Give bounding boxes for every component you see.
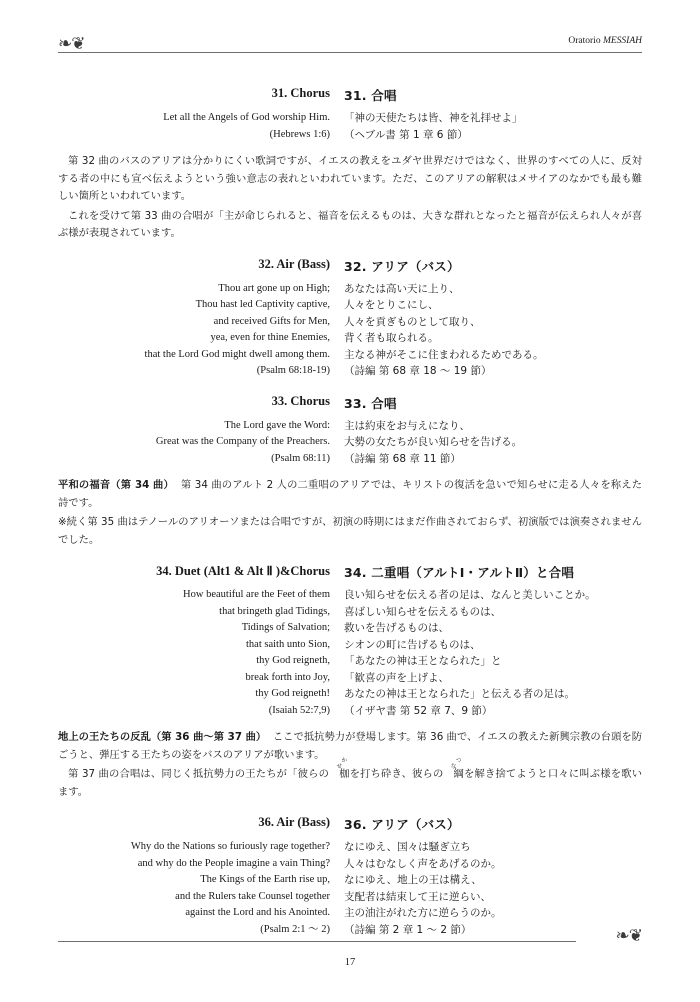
lyric-line: 大勢の女たちが良い知らせを告げる。 bbox=[344, 436, 523, 448]
lyric-line: Let all the Angels of God worship Him. bbox=[163, 112, 330, 123]
lyric-line: 主の油注がれた方に逆らうのか。 bbox=[344, 907, 502, 919]
lyric-line: 主は約束をお与えになり、 bbox=[344, 419, 470, 432]
section-title-ja-31: 31. 合唱 bbox=[344, 88, 397, 103]
lyric-line: thy God reigneth, bbox=[256, 655, 330, 666]
commentary-paragraph: 第 32 曲のバスのアリアは分かりにくい歌詞ですが、イエスの教えをユダヤ世界だけではなく、世界のすべての人に、反対する者の中にも宣べ伝えようという強い意志の表れといわれています。ただ、このアリアの解釈はメサイアのなかでも最も難しい箇所といわれています。 bbox=[58, 155, 642, 202]
section-title-en-36: 36. Air (Bass) bbox=[258, 815, 330, 829]
ruby-text: かせ bbox=[336, 758, 348, 770]
section-heading-32 bbox=[58, 257, 642, 275]
lyric-line: 喜ばしい知らせを伝えるものは、 bbox=[344, 605, 502, 618]
lyrics-34 bbox=[58, 587, 642, 719]
ornament-icon: ❧❦ bbox=[58, 34, 132, 56]
section-title-ja-34: 34. 二重唱（アルトⅠ・アルトⅡ）と合唱 bbox=[344, 565, 575, 580]
commentary-text: ここで抵抗勢力が登場します。第 36 曲で、イエスの教えた新興宗教の台頭を防ごうと、弾圧する王たちの姿をバスのアリアが歌います。 bbox=[58, 731, 643, 761]
lyric-line: シオンの町に告げるものは、 bbox=[344, 638, 481, 651]
ruby-base: 枷 bbox=[339, 768, 350, 780]
section-title-ja-32: 32. アリア（バス） bbox=[344, 258, 460, 274]
commentary-paragraph-ruby bbox=[58, 758, 643, 801]
section-title-en-33: 33. Chorus bbox=[271, 393, 330, 408]
lyric-line: 救いを告げるものは、 bbox=[344, 622, 449, 634]
lyric-line: なにゆえ、国々は騒ぎ立ち bbox=[344, 841, 471, 853]
lyric-line: あなたは高い天に上り、 bbox=[344, 282, 460, 295]
page-content bbox=[58, 72, 642, 942]
ornament-icon-footer: ❧❦ bbox=[576, 926, 642, 948]
lyrics-31 bbox=[58, 110, 642, 143]
lyric-line: that saith unto Sion, bbox=[246, 638, 330, 650]
lyric-line: Thou hast led Captivity captive, bbox=[195, 299, 330, 310]
running-title-plain: Oratorio bbox=[568, 36, 603, 46]
lyric-line: that bringeth glad Tidings, bbox=[219, 605, 330, 617]
commentary-paragraph bbox=[58, 729, 642, 764]
page-number: 17 bbox=[344, 957, 356, 968]
running-title-italic: MESSIAH bbox=[602, 36, 642, 46]
commentary-text: 第 34 曲のアルト 2 人の二重唱のアリアでは、キリストの復活を急いで知らせに走る人々を称えた詩です。 bbox=[58, 479, 643, 509]
lyric-line: （詩編 第 68 章 18 ～ 19 節） bbox=[344, 365, 492, 377]
lyric-line: break forth into Joy, bbox=[245, 671, 330, 683]
lyrics-en-36 bbox=[58, 839, 344, 938]
lyric-line: （ヘブル書 第 1 章 6 節） bbox=[344, 128, 468, 141]
lyrics-en-32 bbox=[58, 281, 344, 380]
commentary-block-3 bbox=[58, 729, 642, 801]
lyric-line: (Isaiah 52:7,9) bbox=[268, 704, 330, 716]
lyric-line: 人々を貢ぎものとして取り、 bbox=[344, 315, 481, 328]
lyric-line: 「神の天使たちは皆、神を礼拝せよ」 bbox=[344, 112, 523, 124]
lyrics-ja-31 bbox=[344, 110, 642, 143]
ruby-base: 綱 bbox=[453, 768, 464, 780]
lyric-line: （詩編 第 2 章 1 ～ 2 節） bbox=[344, 923, 472, 936]
lyric-line: 「歓喜の声を上げよ、 bbox=[344, 671, 449, 684]
commentary-text-c: を解き捨てようと口々に叫ぶ様を歌います。 bbox=[58, 768, 643, 798]
lyric-line: Great was the Company of the Preachers. bbox=[155, 436, 330, 447]
lyric-line: (Psalm 68:11) bbox=[271, 452, 330, 464]
commentary-heading-3: 地上の王たちの反乱（第 36 曲～第 37 曲） bbox=[58, 731, 267, 743]
lyric-line: and the Rulers take Counsel together bbox=[175, 890, 330, 902]
section-title-en-31: 31. Chorus bbox=[271, 86, 330, 100]
ruby-annotation-kase bbox=[329, 758, 350, 784]
lyric-line: The Kings of the Earth rise up, bbox=[200, 874, 330, 885]
lyric-line: and received Gifts for Men, bbox=[213, 315, 330, 327]
lyric-line: Why do the Nations so furiously rage together? bbox=[130, 841, 330, 852]
commentary-paragraph: ※続く第 35 曲はテノールのアリオーソまたは合唱ですが、初演の時期にはまだ作曲されておらず、初演版では演奏されませんでした。 bbox=[58, 516, 642, 546]
commentary-block-2 bbox=[58, 477, 642, 549]
commentary-text-a: 第 37 曲の合唱は、同じく抵抗勢力の王たちが「彼らの bbox=[68, 768, 330, 780]
lyric-line: The Lord gave the Word: bbox=[224, 419, 330, 431]
lyric-line: How beautiful are the Feet of them bbox=[183, 589, 330, 600]
commentary-heading-2: 平和の福音（第 34 曲） bbox=[58, 479, 174, 491]
lyrics-en-31 bbox=[58, 110, 344, 143]
lyric-line: against the Lord and his Anointed. bbox=[185, 907, 330, 918]
page-header bbox=[58, 34, 642, 60]
section-title-en-32: 32. Air (Bass) bbox=[258, 256, 330, 271]
lyrics-33 bbox=[58, 418, 642, 468]
lyric-line: （詩編 第 68 章 11 節） bbox=[344, 452, 461, 465]
lyric-line: 「あなたの神は王となられた」と bbox=[344, 655, 502, 667]
lyric-line: 人々はむなしく声をあげるのか。 bbox=[344, 857, 502, 870]
lyric-line: 支配者は結束して王に逆らい、 bbox=[344, 890, 491, 903]
section-heading-34 bbox=[58, 563, 642, 581]
section-title-ja-33: 33. 合唱 bbox=[344, 395, 397, 411]
lyric-line: 人々をとりこにし、 bbox=[344, 299, 439, 311]
ruby-annotation-tsuna bbox=[444, 758, 464, 784]
lyric-line: that the Lord God might dwell among them. bbox=[144, 348, 330, 360]
lyric-line: 主なる神がそこに住まわれるためである。 bbox=[344, 348, 544, 361]
lyric-line: なにゆえ、地上の王は構え、 bbox=[344, 874, 482, 886]
commentary-text-b: を打ち砕き、彼らの bbox=[349, 768, 444, 780]
lyrics-en-34 bbox=[58, 587, 344, 719]
lyrics-ja-32 bbox=[344, 281, 642, 380]
commentary-block-1 bbox=[58, 153, 642, 243]
lyric-line: 良い知らせを伝える者の足は、なんと美しいことか。 bbox=[344, 589, 596, 601]
section-title-en-34: 34. Duet (Alt1 & Alt Ⅱ )&Chorus bbox=[156, 564, 330, 578]
commentary-paragraph: これを受けて第 33 曲の合唱が「主が命じられると、福音を伝えるものは、大きな群れとなったと福音が伝えられ人々が喜ぶ様が表現されています。 bbox=[58, 209, 642, 239]
section-heading-36 bbox=[58, 815, 642, 833]
lyric-line: thy God reigneth! bbox=[255, 688, 330, 699]
lyric-line: Tidings of Salvation; bbox=[241, 622, 330, 633]
lyric-line: yea, even for thine Enemies, bbox=[210, 332, 330, 343]
header-divider bbox=[58, 52, 642, 53]
running-title bbox=[562, 36, 642, 46]
section-title-ja-36: 36. アリア（バス） bbox=[344, 817, 460, 832]
section-heading-31 bbox=[58, 86, 642, 104]
section-heading-33 bbox=[58, 394, 642, 412]
lyrics-36 bbox=[58, 839, 642, 938]
lyric-line: （イザヤ書 第 52 章 7、9 節） bbox=[344, 704, 493, 717]
lyric-line: (Psalm 68:18-19) bbox=[256, 365, 330, 376]
lyrics-en-33 bbox=[58, 418, 344, 468]
commentary-paragraph bbox=[58, 477, 642, 512]
lyrics-ja-36 bbox=[344, 839, 642, 938]
lyric-line: Thou art gone up on High; bbox=[218, 282, 330, 294]
lyric-line: (Psalm 2:1 ～ 2) bbox=[260, 923, 330, 935]
ruby-text: つな bbox=[450, 758, 462, 770]
lyric-line: あなたの神は王となられた」と伝える者の足は。 bbox=[344, 688, 575, 700]
lyrics-ja-34 bbox=[344, 587, 642, 719]
lyrics-ja-33 bbox=[344, 418, 642, 468]
lyric-line: and why do the People imagine a vain Thing? bbox=[137, 857, 330, 869]
lyric-line: (Hebrews 1:6) bbox=[269, 128, 330, 140]
lyric-line: 背く者も取られる。 bbox=[344, 332, 439, 344]
lyrics-32 bbox=[58, 281, 642, 380]
footer-divider bbox=[58, 941, 642, 942]
